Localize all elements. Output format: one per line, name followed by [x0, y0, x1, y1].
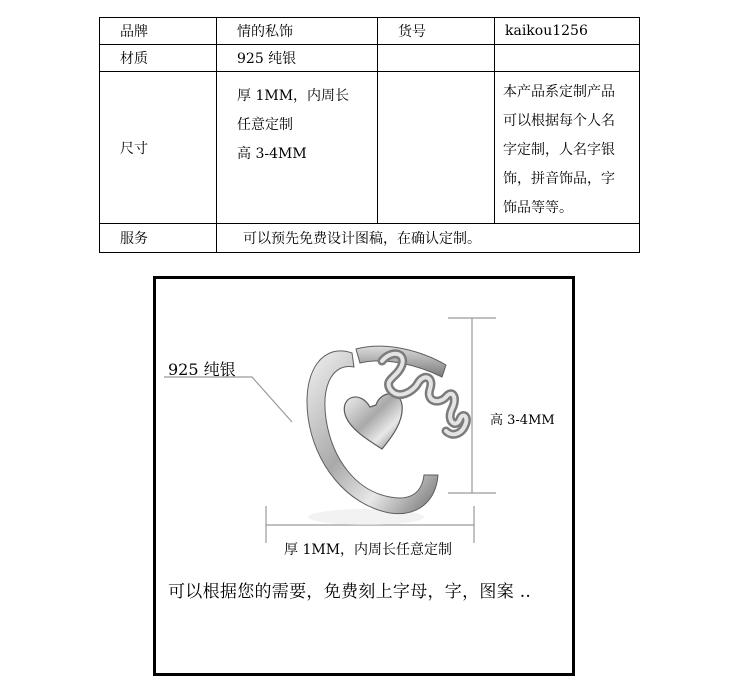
empty-cell [495, 45, 640, 72]
sku-value: kaikou1256 [495, 18, 640, 45]
table-row [100, 72, 640, 224]
brand-label: 品牌 [100, 18, 217, 45]
note-line: 字定制，人名字银 [503, 142, 615, 158]
sku-label: 货号 [378, 18, 495, 45]
height-callout: 高 3-4MM [490, 413, 555, 428]
engraving-caption: 可以根据您的需要，免费刻上字母，字，图案 .. [168, 582, 532, 602]
table-row [100, 18, 640, 45]
note-line: 饰品等等。 [503, 200, 573, 216]
size-label: 尺寸 [100, 72, 217, 224]
size-line: 任意定制 [237, 117, 293, 133]
callout-line [164, 377, 292, 422]
material-callout: 925 纯银 [168, 360, 236, 379]
table-row [100, 224, 640, 253]
ring-illustration [156, 279, 572, 673]
size-line: 厚 1MM，内周长 [237, 88, 350, 104]
service-value: 可以预先免费设计图稿，在确认定制。 [217, 224, 640, 253]
size-value [217, 72, 378, 224]
note-line: 可以根据每个人名 [503, 113, 615, 129]
note-line: 本产品系定制产品 [503, 84, 615, 100]
spec-table [99, 17, 640, 253]
brand-value: 情的私饰 [217, 18, 378, 45]
note-line: 饰，拼音饰品，字 [503, 171, 615, 187]
material-value: 925 纯银 [217, 45, 378, 72]
service-label: 服务 [100, 224, 217, 253]
empty-cell [378, 45, 495, 72]
thickness-callout: 厚 1MM，内周长任意定制 [282, 539, 454, 559]
empty-cell [378, 72, 495, 224]
custom-note [495, 72, 640, 224]
size-line: 高 3-4MM [237, 146, 307, 162]
product-image-frame [153, 276, 575, 676]
material-label: 材质 [100, 45, 217, 72]
table-row [100, 45, 640, 72]
